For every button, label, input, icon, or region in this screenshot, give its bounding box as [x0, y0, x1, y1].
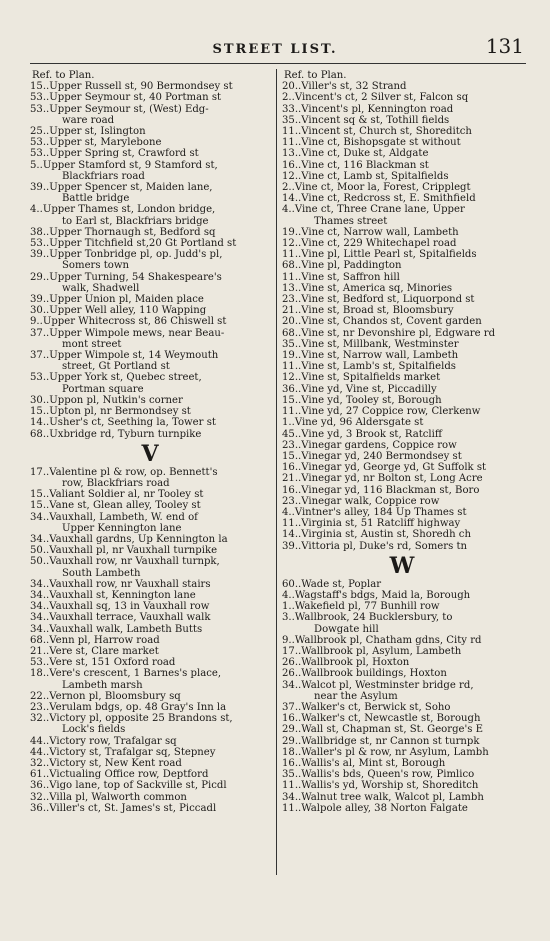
list-entry: 37..Walker's ct, Berwick st, Soho [282, 701, 451, 713]
list-entry: 20..Viller's st, 32 Strand [282, 81, 407, 93]
list-entry: 19..Vine st, Narrow wall, Lambeth [282, 350, 459, 362]
list-entry: 9..Wallbrook pl, Chatham gdns, City rd [282, 634, 482, 646]
list-entry: 12..Vine ct, Lamb st, Spitalfields [282, 170, 449, 182]
list-entry: 19..Vine ct, Narrow wall, Lambeth [282, 226, 459, 238]
list-entry: 38..Upper Thornaugh st, Bedford sq [30, 226, 216, 238]
list-entry: 4..Wagstaff's bdgs, Maid la, Borough [282, 589, 471, 601]
list-entry-continuation: South Lambeth [62, 567, 141, 579]
list-entry: 17..Wallbrook pl, Asylum, Lambeth [282, 645, 462, 657]
right-column [282, 70, 522, 814]
list-entry: 20..Vine st, Chandos st, Covent garden [282, 316, 482, 328]
list-entry: 13..Vine st, America sq, Minories [282, 282, 453, 294]
list-entry: 11..Vine ct, Bishopsgate st without [282, 137, 461, 149]
list-entry: 50..Vauxhall pl, nr Vauxhall turnpike [30, 545, 218, 557]
list-entry-continuation: near the Asylum [314, 690, 398, 702]
list-entry: 68..Venn pl, Harrow road [30, 634, 160, 646]
list-entry: 4..Upper Thames st, London bridge, [30, 204, 216, 216]
list-entry: 11..Walpole alley, 38 Norton Falgate [282, 802, 468, 814]
list-entry: 53..Upper Seymour st, (West) Edg- [30, 103, 209, 115]
list-entry: 30..Uppon pl, Nutkin's corner [30, 394, 183, 406]
page-number: 131 [485, 34, 524, 58]
list-entry-continuation: Upper Kennington lane [62, 522, 182, 534]
list-entry: 11..Wallis's yd, Worship st, Shoreditch [282, 780, 479, 792]
list-entry: 32..Villa pl, Walworth common [30, 791, 187, 803]
list-entry-continuation: Somers town [62, 260, 130, 272]
list-entry: 36..Viller's ct, St. James's st, Piccadl [30, 802, 217, 814]
list-entry: 36..Vigo lane, top of Sackville st, Picdl [30, 780, 227, 792]
left-column [30, 70, 270, 814]
list-entry-continuation: Dowgate hill [314, 623, 379, 635]
list-entry: 34..Vauxhall st, Kennington lane [30, 589, 196, 601]
list-entry: 23..Vinegar gardens, Coppice row [282, 439, 457, 451]
list-entry: 14..Usher's ct, Seething la, Tower st [30, 417, 216, 429]
list-entry: 34..Vauxhall row, nr Vauxhall stairs [30, 578, 211, 590]
list-entry: 30..Upper Well alley, 110 Wapping [30, 305, 207, 317]
list-entry: 68..Uxbridge rd, Tyburn turnpike [30, 428, 202, 440]
list-entry: 5..Upper Stamford st, 9 Stamford st, [30, 159, 218, 171]
list-entry: 32..Victory pl, opposite 25 Brandons st, [30, 713, 233, 725]
list-entry: 36..Vine yd, Vine st, Piccadilly [282, 383, 437, 395]
list-entry: 15..Vine yd, Tooley st, Borough [282, 394, 442, 406]
list-entry: 3..Wallbrook, 24 Bucklersbury, to [282, 612, 453, 624]
list-entry: 39..Upper Tonbridge pl, op. Judd's pl, [30, 249, 223, 261]
list-entry-continuation: row, Blackfriars road [62, 477, 170, 489]
list-entry: 53..Upper st, Marylebone [30, 137, 162, 149]
list-entry: 22..Vernon pl, Bloomsbury sq [30, 690, 181, 702]
list-entry: 29..Upper Turning, 54 Shakespeare's [30, 271, 222, 283]
list-entry: 14..Virginia st, Austin st, Shoredh ch [282, 529, 471, 541]
list-entry: 44..Victory st, Trafalgar sq, Stepney [30, 746, 216, 758]
list-entry-continuation: ware road [62, 114, 115, 126]
list-entry: 21..Vine st, Broad st, Bloomsbury [282, 305, 454, 317]
list-entry: 34..Vauxhall, Lambeth, W. end of [30, 511, 198, 523]
list-entry: 53..Vere st, 151 Oxford road [30, 657, 176, 669]
list-entry: 21..Vere st, Clare market [30, 645, 159, 657]
list-entry: 18..Waller's pl & row, nr Asylum, Lambh [282, 746, 489, 758]
list-entry: 33..Vincent's pl, Kennington road [282, 103, 454, 115]
list-entry: 45..Vine yd, 3 Brook st, Ratcliff [282, 428, 443, 440]
list-entry: 16..Vinegar yd, George yd, Gt Suffolk st [282, 462, 487, 474]
list-entry: 23..Verulam bdgs, op. 48 Gray's Inn la [30, 701, 227, 713]
list-entry: 11..Virginia st, 51 Ratcliff highway [282, 518, 461, 530]
list-entry: 23..Vinegar walk, Coppice row [282, 495, 440, 507]
list-entry: 11..Vine pl, Little Pearl st, Spitalfields [282, 249, 477, 261]
list-entry: 16..Walker's ct, Newcastle st, Borough [282, 713, 481, 725]
list-entry: 1..Vine yd, 96 Aldersgate st [282, 417, 424, 429]
list-entry: 35..Wallis's bds, Queen's row, Pimlico [282, 769, 475, 781]
list-entry: 60..Wade st, Poplar [282, 578, 382, 590]
list-entry: 53..Upper York st, Quebec street, [30, 372, 202, 384]
list-entry-continuation: Battle bridge [62, 193, 130, 205]
list-entry: 2..Vine ct, Moor la, Forest, Cripplegt [282, 182, 471, 194]
list-entry: 16..Vinegar yd, 116 Blackman st, Boro [282, 484, 480, 496]
list-entry: 4..Vintner's alley, 184 Up Thames st [282, 506, 467, 518]
list-entry: 37..Upper Wimpole mews, near Beau- [30, 327, 225, 339]
list-entry: 68..Vine st, nr Devonshire pl, Edgware rd [282, 327, 496, 339]
list-entry: 35..Vincent sq & st, Tothill fields [282, 114, 450, 126]
list-entry: 26..Wallbrook buildings, Hoxton [282, 668, 447, 680]
list-entry: 39..Upper Spencer st, Maiden lane, [30, 182, 213, 194]
list-entry: 50..Vauxhall row, nr Vauxhall turnpk, [30, 556, 220, 568]
list-entry: 44..Victory row, Trafalgar sq [30, 735, 177, 747]
list-entry: 34..Vauxhall gardns, Up Kennington la [30, 533, 228, 545]
list-entry: 34..Walcot pl, Westminster bridge rd, [282, 679, 474, 691]
list-entry: 11..Vine st, Lamb's st, Spitalfields [282, 361, 456, 373]
list-entry: 15..Upton pl, nr Bermondsey st [30, 406, 191, 418]
list-entry: 12..Vine st, Spitalfields market [282, 372, 441, 384]
list-entry-continuation: Portman square [62, 383, 144, 395]
list-entry: 29..Wall st, Chapman st, St. George's E [282, 724, 484, 736]
list-entry: 17..Valentine pl & row, op. Bennett's [30, 466, 218, 478]
list-entry: 11..Vincent st, Church st, Shoreditch [282, 126, 472, 138]
list-entry: 15..Upper Russell st, 90 Bermondsey st [30, 81, 233, 93]
list-entry: 26..Wallbrook pl, Hoxton [282, 657, 410, 669]
page-header-title: STREET LIST. [212, 42, 338, 57]
ref-to-plan-label: Ref. to Plan. [32, 70, 95, 81]
list-entry: 14..Vine ct, Redcross st, E. Smithfield [282, 193, 476, 205]
list-entry-continuation: walk, Shadwell [62, 282, 140, 294]
list-entry: 32..Victory st, New Kent road [30, 757, 182, 769]
column-divider [276, 69, 277, 875]
list-entry: 11..Vine yd, 27 Coppice row, Clerkenw [282, 406, 481, 418]
list-entry: 16..Wallis's al, Mint st, Borough [282, 757, 446, 769]
list-entry: 12..Vine ct, 229 Whitechapel road [282, 238, 457, 250]
list-entry: 9..Upper Whitecross st, 86 Chiswell st [30, 316, 227, 328]
list-entry-continuation: Thames street [314, 215, 388, 227]
section-letter: W [389, 552, 415, 579]
list-entry: 21..Vinegar yd, nr Bolton st, Long Acre [282, 473, 483, 485]
list-entry: 61..Victualing Office row, Deptford [30, 769, 209, 781]
list-entry: 53..Upper Titchfield st,20 Gt Portland st [30, 238, 237, 250]
list-entry: 39..Upper Union pl, Maiden place [30, 294, 204, 306]
list-entry: 15..Vane st, Glean alley, Tooley st [30, 500, 201, 512]
list-entry: 23..Vine st, Bedford st, Liquorpond st [282, 294, 475, 306]
list-entry: 34..Walnut tree walk, Walcot pl, Lambh [282, 791, 484, 803]
list-entry-continuation: mont street [62, 338, 122, 350]
list-entry: 53..Upper Spring st, Crawford st [30, 148, 199, 160]
list-entry: 4..Vine ct, Three Crane lane, Upper [282, 204, 465, 216]
list-entry: 34..Vauxhall walk, Lambeth Butts [30, 623, 203, 635]
list-entry: 18..Vere's crescent, 1 Barnes's place, [30, 668, 222, 680]
list-entry: 29..Wallbridge st, nr Cannon st turnpk [282, 735, 480, 747]
list-entry: 25..Upper st, Islington [30, 126, 146, 138]
section-letter: V [141, 440, 159, 467]
list-entry: 34..Vauxhall terrace, Vauxhall walk [30, 612, 211, 624]
header-rule [30, 63, 526, 64]
list-entry: 2..Vincent's ct, 2 Silver st, Falcon sq [282, 92, 469, 104]
list-entry: 15..Vinegar yd, 240 Bermondsey st [282, 450, 462, 462]
ref-to-plan-label: Ref. to Plan. [284, 70, 347, 81]
list-entry: 15..Valiant Soldier al, nr Tooley st [30, 489, 204, 501]
list-entry: 35..Vine st, Millbank, Westminster [282, 338, 459, 350]
list-entry: 68..Vine pl, Paddington [282, 260, 402, 272]
list-entry: 1..Wakefield pl, 77 Bunhill row [282, 601, 440, 613]
list-entry-continuation: Lock's fields [62, 724, 126, 736]
list-entry: 39..Vittoria pl, Duke's rd, Somers tn [282, 540, 468, 552]
list-entry: 53..Upper Seymour st, 40 Portman st [30, 92, 222, 104]
list-entry: 37..Upper Wimpole st, 14 Weymouth [30, 350, 219, 362]
list-entry: 11..Vine st, Saffron hill [282, 271, 400, 283]
list-entry: 13..Vine ct, Duke st, Aldgate [282, 148, 429, 160]
list-entry-continuation: street, Gt Portland st [62, 361, 170, 373]
list-entry-continuation: Lambeth marsh [62, 679, 143, 691]
list-entry: 16..Vine ct, 116 Blackman st [282, 159, 429, 171]
list-entry-continuation: to Earl st, Blackfriars bridge [62, 215, 209, 227]
list-entry: 34..Vauxhall sq, 13 in Vauxhall row [30, 601, 210, 613]
list-entry-continuation: Blackfriars road [62, 170, 145, 182]
